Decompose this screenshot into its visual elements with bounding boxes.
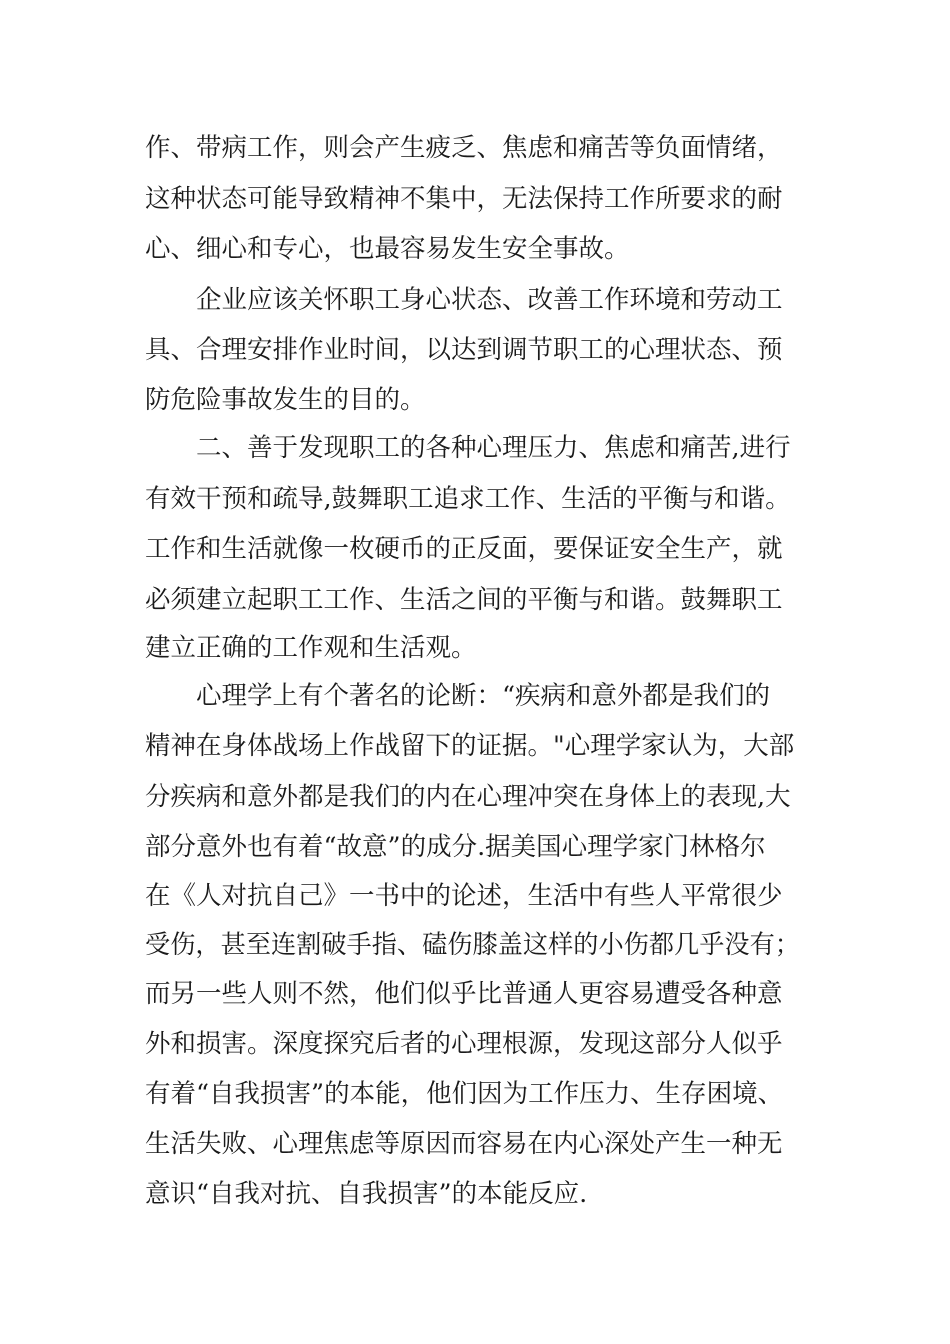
text-line: 建立正确的工作观和生活观。 [145,633,477,663]
text-line: 部分意外也有着“故意”的成分.据美国心理学家门林格尔 [145,832,766,862]
text-line: 企业应该关怀职工身心状态、改善工作环境和劳动工 [145,285,783,315]
text-line: 意识“自我对抗、自我损害”的本能反应. [145,1179,588,1209]
text-line: 工作和生活就像一枚硬币的正反面，要保证安全生产，就 [145,534,783,564]
text-line: 二、善于发现职工的各种心理压力、焦虑和痛苦,进行 [145,433,791,463]
text-line: 生活失败、心理焦虑等原因而容易在内心深处产生一种无 [145,1129,783,1159]
text-line: 精神在身体战场上作战留下的证据。"心理学家认为，大部 [145,731,795,761]
text-line: 有着“自我损害”的本能，他们因为工作压力、生存困境、 [145,1079,784,1109]
text-line: 在《人对抗自己》一书中的论述，生活中有些人平常很少 [145,881,783,911]
text-line: 作、带病工作，则会产生疲乏、焦虑和痛苦等负面情绪， [145,133,783,163]
text-line: 防危险事故发生的目的。 [145,385,426,415]
text-line: 分疾病和意外都是我们的内在心理冲突在身体上的表现,大 [145,782,791,812]
text-line: 外和损害。深度探究后者的心理根源，发现这部分人似乎 [145,1029,783,1059]
text-line: 有效干预和疏导,鼓舞职工追求工作、生活的平衡与和谐。 [145,484,791,514]
text-line: 心理学上有个著名的论断：“疾病和意外都是我们的 [145,681,771,711]
text-line: 心、细心和专心，也最容易发生安全事故。 [145,234,630,264]
text-line: 而另一些人则不然，他们似乎比普通人更容易遭受各种意 [145,979,783,1009]
text-line: 这种状态可能导致精神不集中，无法保持工作所要求的耐 [145,184,783,214]
text-line: 必须建立起职工工作、生活之间的平衡与和谐。鼓舞职工 [145,585,783,615]
text-line: 受伤，甚至连割破手指、磕伤膝盖这样的小伤都几乎没有； [145,930,800,960]
text-line: 具、合理安排作业时间，以达到调节职工的心理状态、预 [145,335,783,365]
